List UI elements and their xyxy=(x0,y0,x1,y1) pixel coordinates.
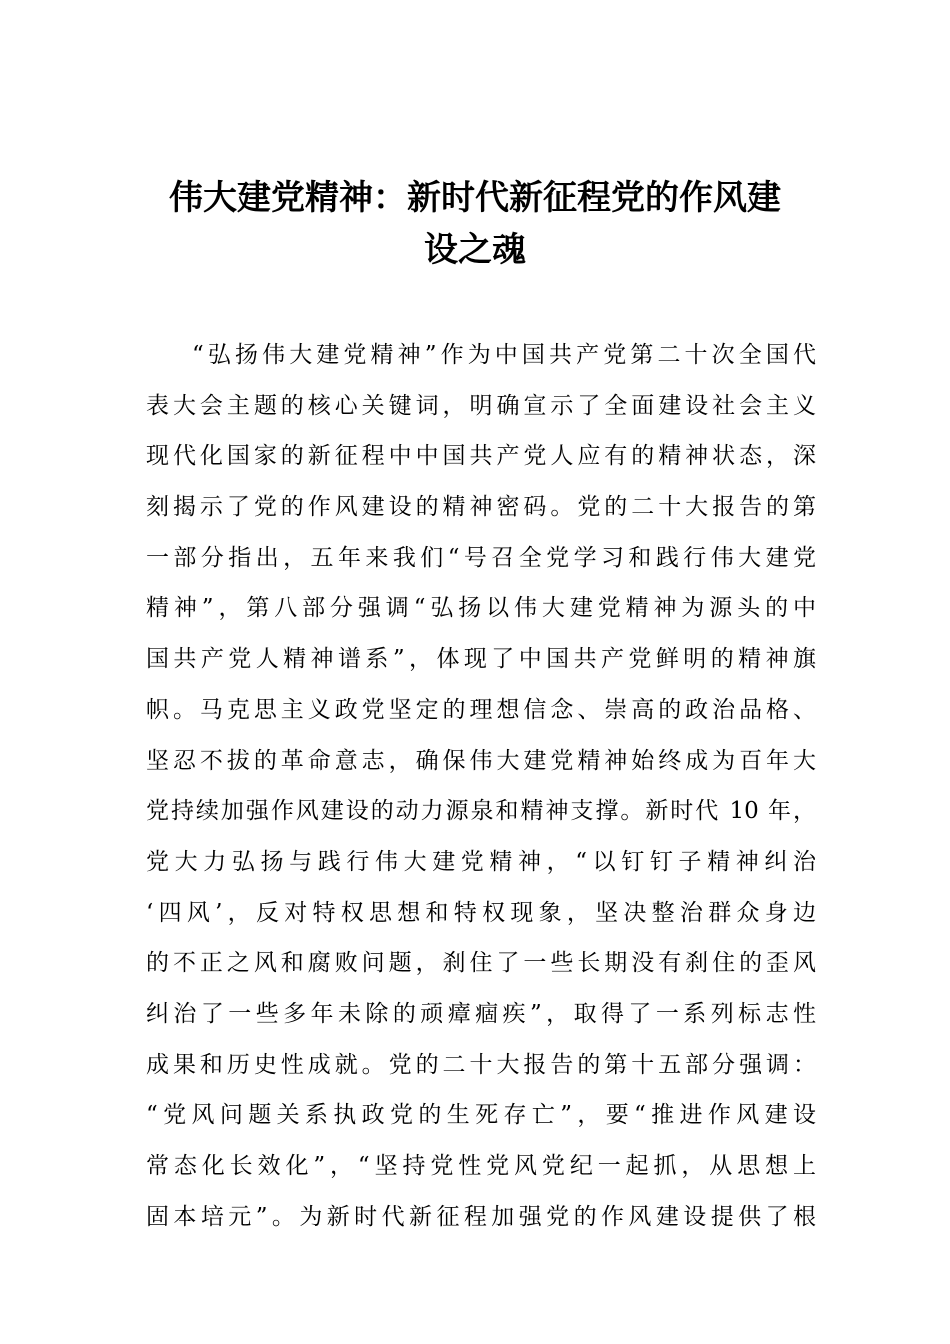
body-line: 帜。马克思主义政党坚定的理想信念、崇高的政治品格、 xyxy=(146,696,816,723)
body-line: 固本培元”。为新时代新征程加强党的作风建设提供了根 xyxy=(146,1203,816,1230)
body-line: 常态化长效化”，“坚持党性党风党纪一起抓，从思想上 xyxy=(146,1153,816,1179)
body-line: “党风问题关系执政党的生死存亡”，要“推进作风建设 xyxy=(146,1102,816,1129)
body-line: 表大会主题的核心关键词，明确宣示了全面建设社会主义 xyxy=(146,392,816,419)
document-title-line-2: 设之魂 xyxy=(424,230,526,270)
body-line: 一部分指出，五年来我们“号召全党学习和践行伟大建党 xyxy=(146,544,816,571)
body-line: 国共产党人精神谱系”，体现了中国共产党鲜明的精神旗 xyxy=(146,646,816,673)
document-title-line-1: 伟大建党精神：新时代新征程党的作风建 xyxy=(169,178,781,218)
body-line: 刻揭示了党的作风建设的精神密码。党的二十大报告的第 xyxy=(146,494,816,521)
body-line: 纠治了一些多年未除的顽瘴痼疾”，取得了一系列标志性 xyxy=(146,1000,816,1027)
body-line: 的不正之风和腐败问题，刹住了一些长期没有刹住的歪风 xyxy=(146,950,816,977)
body-line: 精神”，第八部分强调“弘扬以伟大建党精神为源头的中 xyxy=(146,595,816,622)
body-line: 成果和历史性成就。党的二十大报告的第十五部分强调： xyxy=(146,1051,816,1078)
body-line: 党持续加强作风建设的动力源泉和精神支撑。新时代 10 年， xyxy=(146,798,816,825)
body-line: ‘四风’，反对特权思想和特权现象，坚决整治群众身边 xyxy=(146,899,816,926)
document-body xyxy=(146,330,816,1242)
body-line: 现代化国家的新征程中中国共产党人应有的精神状态，深 xyxy=(146,443,816,470)
body-line: “弘扬伟大建党精神”作为中国共产党第二十次全国代 xyxy=(192,342,816,368)
body-line: 坚忍不拔的革命意志，确保伟大建党精神始终成为百年大 xyxy=(146,747,816,774)
body-line: 党大力弘扬与践行伟大建党精神，“以钉钉子精神纠治 xyxy=(146,848,816,875)
